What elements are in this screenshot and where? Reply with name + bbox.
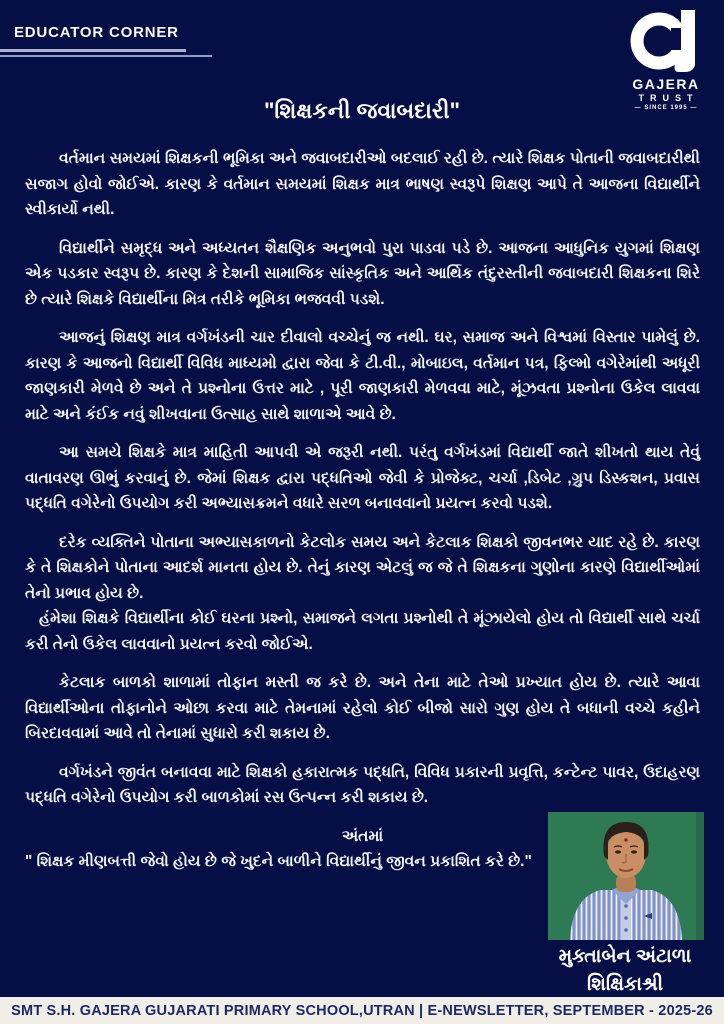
author-portrait-illustration bbox=[548, 812, 704, 940]
article-paragraph: આજનું શિક્ષણ માત્ર વર્ગખંડની ચાર દીવાલો વચ્ચેનું જ નથી. ઘર, સમાજ અને વિશ્વમાં વિસ્તાર પામેલું છે. કારણ કે આજનો વિદ્યાર્થી વિવિધ માધ્યમો દ્વારા જેવા કે ટી.વી., મોબાઇલ, વર્તમાન પત્ર, ફિલ્મો વગેરેમાંથી અધૂરી જાણકારી મેળવે છે અને તે પ્રશ્નોના ઉત્તર માટે , પૂરી જાણકારી મેળવવા માટે, મૂંઝવતા પ્રશ્નોના ઉકેલ લાવવા માટે અને કંઈક નવું શીખવાના ઉત્સાહ સાથે શાળાએ આવે છે. bbox=[25, 329, 700, 423]
article-body bbox=[25, 146, 700, 888]
article-paragraph: દરેક વ્યક્તિને પોતાના અભ્યાસકાળનો કેટલોક સમય અને કેટલાક શિક્ષકો જીવનભર યાદ રહે છે. કારણ કે તે શિક્ષકોને પોતાના આદર્શ માનતા હોય છે. તેનું કારણ એટલું જ જે તે શિક્ષકના ગુણોના કારણે વિદ્યાર્થીઓમાં તેનો પ્રભાવ હોય છે. bbox=[25, 533, 700, 602]
logo-since-text: — SINCE 1995 — bbox=[634, 105, 698, 111]
article-paragraph: કેટલાક બાળકો શાળામાં તોફાન મસ્તી જ કરે છે. અને તેના માટે તેઓ પ્રખ્યાત હોય છે. ત્યારે આવા વિદ્યાર્થીઓના તોફાનોને ઓછા કરવા માટે તેમનામાં રહેલો કોઈ બીજો સારો ગુણ હોય તે બધાની વચ્ચે કહીને બિરદાવવામાં આવે તો તેનામાં સુધારો કરી શકાય છે. bbox=[25, 674, 700, 742]
closing-label: અંતમાં bbox=[341, 827, 384, 845]
header-underline-top bbox=[0, 49, 186, 52]
footer-text: SMT S.H. GAJERA GUJARATI PRIMARY SCHOOL,UTRAN | E-NEWSLETTER, SEPTEMBER - 2025-26 bbox=[11, 1002, 713, 1019]
page-header-title: EDUCATOR CORNER bbox=[14, 24, 179, 41]
footer-bar bbox=[0, 997, 724, 1024]
header-underline-bottom bbox=[0, 55, 212, 57]
author-photo bbox=[548, 812, 704, 940]
article-paragraph: હંમેશા શિક્ષકે વિદ્યાર્થીના કોઈ ઘરના પ્રશ્નો, સમાજને લગતા પ્રશ્નોથી તે મૂંઝાયેલો હોય તો વિદ્યાર્થી સાથે ચર્ચા કરી તેનો ઉકેલ લાવવાનો પ્રયત્ન કરવો જોઈએ. bbox=[25, 610, 700, 653]
logo-sub-text: TRUST bbox=[638, 93, 699, 103]
article-paragraph: આ સમયે શિક્ષકે માત્ર માહિતી આપવી એ જરૂરી નથી. પરંતુ વર્ગખંડમાં વિદ્યાર્થી જાતે શીખતો થાય તેવું વાતાવરણ ઊભું કરવાનું છે. જેમાં શિક્ષક દ્વારા પદ્ધતિઓ જેવી કે પ્રોજેક્ટ, ચર્ચા ,ડિબેટ ,ગ્રુપ ડિસ્કશન, પ્રવાસ પદ્ધતિ વગેરેનો ઉપયોગ કરી અભ્યાસક્રમને વધારે સરળ બનાવવાનો પ્રયત્ન કરવો પડશે. bbox=[25, 444, 700, 512]
article-title: "શિક્ષકની જવાબદારી" bbox=[263, 98, 461, 123]
gajera-trust-logo bbox=[618, 8, 714, 111]
article-paragraph: વર્ગખંડને જીવંત બનાવવા માટે શિક્ષકો હકારાત્મક પદ્ધતિ, વિવિધ પ્રકારની પ્રવૃત્તિ, કન્ટેન્ટ પાવર, ઉદાહરણ પદ્ધતિ વગેરેનો ઉપયોગ કરી બાળકોમાં રસ ઉત્પન્ન કરી શકાય છે. bbox=[25, 763, 700, 806]
final-quote: " શિક્ષક મીણબત્તી જેવો હોય છે જે ખુદને બાળીને વિદ્યાર્થીનું જીવન પ્રકાશિત કરે છે." bbox=[25, 853, 532, 870]
gajera-logo-icon bbox=[629, 8, 703, 74]
article-paragraph: વર્તમાન સમયમાં શિક્ષકની ભૂમિકા અને જવાબદારીઓ બદલાઈ રહી છે. ત્યારે શિક્ષક પોતાની જવાબદારીથી સજાગ હોવો જોઈએ. કારણ કે વર્તમાન સમયમાં શિક્ષક માત્ર ભાષણ સ્વરૂપે શિક્ષણ આપે તે આજના વિદ્યાર્થીને સ્વીકાર્યો નથી. bbox=[25, 150, 700, 218]
author-block bbox=[510, 943, 724, 999]
article-paragraph: વિદ્યાર્થીને સમૃદ્ધ અને અધ્યતન શૈક્ષણિક અનુભવો પુરા પાડવા પડે છે. આજના આધુનિક યુગમાં શિક્ષણ એક પડકાર સ્વરૂપ છે. કારણ કે દેશની સામાજિક સાંસ્કૃતિક અને આર્થિક તંદુરસ્તીની જવાબદારી શિક્ષકના શિરે છે ત્યારે શિક્ષકે વિદ્યાર્થીના મિત્ર તરીકે ભૂમિકા ભજવવી પડશે. bbox=[25, 239, 700, 308]
author-role: શિક્ષિકાશ્રી bbox=[586, 974, 664, 995]
logo-name-text: GAJERA bbox=[632, 76, 700, 92]
author-name: મુક્તાબેન અંટાળા bbox=[558, 946, 692, 967]
